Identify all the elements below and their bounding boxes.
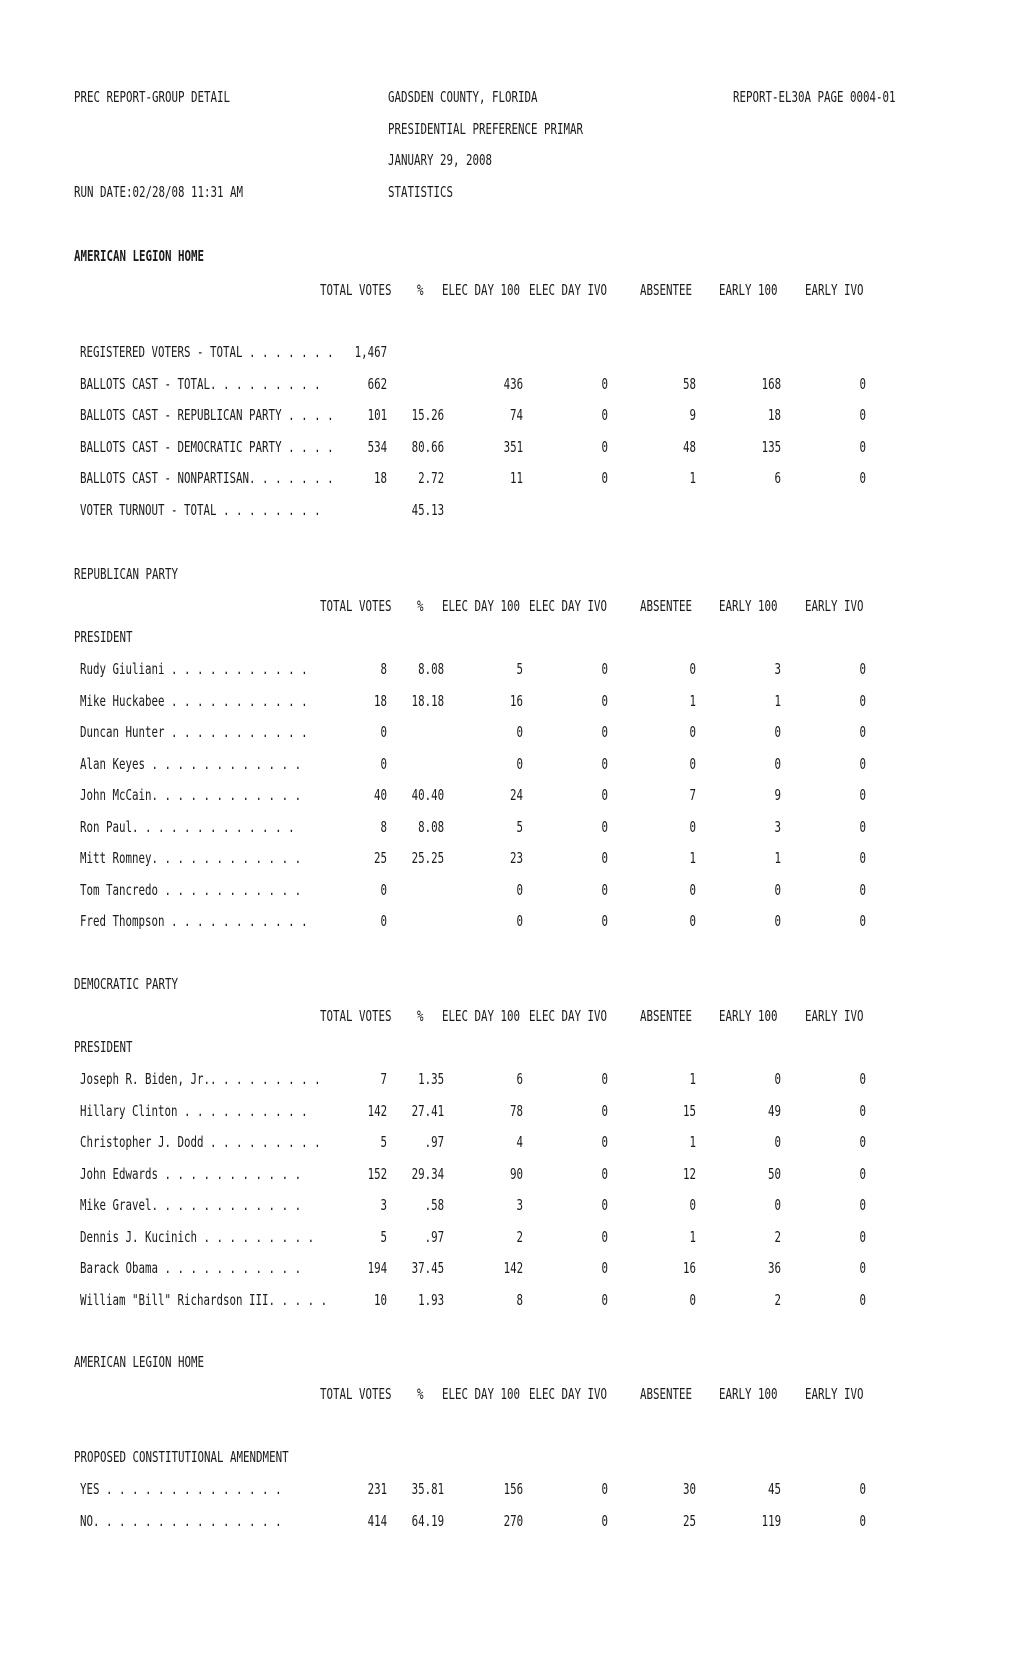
total-votes-cell: 5 (380, 1228, 387, 1246)
percent-cell: 37.45 (411, 1259, 444, 1277)
column-header: ELEC DAY IVO (529, 1007, 608, 1025)
elec-day-100-cell: 0 (516, 723, 523, 741)
section-title: REPUBLICAN PARTY (74, 565, 179, 583)
early-100-cell: 3 (774, 660, 781, 678)
elec-day-ivo-cell: 0 (601, 1196, 608, 1214)
early-100-cell: 0 (774, 912, 781, 930)
percent-cell: 1.93 (417, 1291, 444, 1309)
elec-day-ivo-cell: 0 (601, 375, 608, 393)
total-votes-cell: 101 (367, 406, 387, 424)
elec-day-ivo-cell: 0 (601, 1102, 608, 1120)
absentee-cell: 58 (682, 375, 696, 393)
column-header: % (417, 1385, 424, 1403)
elec-day-100-cell: 142 (503, 1259, 523, 1277)
percent-cell: 8.08 (417, 818, 444, 836)
row-label: BALLOTS CAST - NONPARTISAN. . . . . . . (80, 469, 334, 487)
elec-day-ivo-cell: 0 (601, 755, 608, 773)
row-label: BALLOTS CAST - REPUBLICAN PARTY . . . . (80, 406, 334, 424)
early-ivo-cell: 0 (859, 1291, 866, 1309)
early-100-cell: 168 (761, 375, 781, 393)
elec-day-ivo-cell: 0 (601, 1291, 608, 1309)
elec-day-100-cell: 11 (509, 469, 523, 487)
absentee-cell: 0 (689, 723, 696, 741)
statistics-label: STATISTICS (388, 183, 454, 201)
early-100-cell: 45 (767, 1480, 781, 1498)
column-header: % (417, 1007, 424, 1025)
absentee-cell: 1 (689, 1070, 696, 1088)
elec-day-100-cell: 2 (516, 1228, 523, 1246)
row-label: YES . . . . . . . . . . . . . . (80, 1480, 282, 1498)
column-header: % (417, 281, 424, 299)
early-ivo-cell: 0 (859, 723, 866, 741)
elec-day-100-cell: 16 (509, 692, 523, 710)
column-header: EARLY IVO (805, 597, 864, 615)
absentee-cell: 12 (682, 1165, 696, 1183)
elec-day-100-cell: 270 (503, 1512, 523, 1530)
elec-day-100-cell: 74 (509, 406, 523, 424)
absentee-cell: 7 (689, 786, 696, 804)
early-ivo-cell: 0 (859, 1480, 866, 1498)
percent-cell: 15.26 (411, 406, 444, 424)
percent-cell: .97 (424, 1228, 444, 1246)
absentee-cell: 1 (689, 692, 696, 710)
column-header: TOTAL VOTES (320, 597, 392, 615)
absentee-cell: 0 (689, 1196, 696, 1214)
elec-day-100-cell: 90 (509, 1165, 523, 1183)
section-title: DEMOCRATIC PARTY (74, 975, 179, 993)
early-ivo-cell: 0 (859, 1512, 866, 1530)
column-header: EARLY IVO (805, 1385, 864, 1403)
early-ivo-cell: 0 (859, 1133, 866, 1151)
absentee-cell: 15 (682, 1102, 696, 1120)
elec-day-100-cell: 6 (516, 1070, 523, 1088)
early-ivo-cell: 0 (859, 881, 866, 899)
absentee-cell: 1 (689, 1228, 696, 1246)
elec-day-ivo-cell: 0 (601, 438, 608, 456)
early-ivo-cell: 0 (859, 692, 866, 710)
early-ivo-cell: 0 (859, 660, 866, 678)
percent-cell: .58 (424, 1196, 444, 1214)
early-ivo-cell: 0 (859, 1070, 866, 1088)
early-100-cell: 0 (774, 881, 781, 899)
elec-day-ivo-cell: 0 (601, 723, 608, 741)
elec-day-ivo-cell: 0 (601, 1133, 608, 1151)
column-header: ELEC DAY IVO (529, 281, 608, 299)
column-header: ABSENTEE (640, 1385, 693, 1403)
early-ivo-cell: 0 (859, 1228, 866, 1246)
absentee-cell: 0 (689, 1291, 696, 1309)
row-label: Christopher J. Dodd . . . . . . . . . (80, 1133, 321, 1151)
row-label: Mike Huckabee . . . . . . . . . . . (80, 692, 308, 710)
total-votes-cell: 10 (373, 1291, 387, 1309)
total-votes-cell: 0 (380, 755, 387, 773)
absentee-cell: 0 (689, 755, 696, 773)
elec-day-ivo-cell: 0 (601, 1259, 608, 1277)
absentee-cell: 0 (689, 818, 696, 836)
early-100-cell: 2 (774, 1228, 781, 1246)
column-header: ABSENTEE (640, 281, 693, 299)
row-label: REGISTERED VOTERS - TOTAL . . . . . . . (80, 343, 334, 361)
percent-cell: 1.35 (417, 1070, 444, 1088)
percent-cell: 2.72 (417, 469, 444, 487)
early-ivo-cell: 0 (859, 1196, 866, 1214)
absentee-cell: 0 (689, 660, 696, 678)
column-header: EARLY 100 (719, 281, 778, 299)
row-label: Mitt Romney. . . . . . . . . . . . (80, 849, 302, 867)
total-votes-cell: 40 (373, 786, 387, 804)
elec-day-100-cell: 0 (516, 755, 523, 773)
row-label: Tom Tancredo . . . . . . . . . . . (80, 881, 302, 899)
row-label: Hillary Clinton . . . . . . . . . . (80, 1102, 308, 1120)
elec-day-ivo-cell: 0 (601, 818, 608, 836)
elec-day-100-cell: 4 (516, 1133, 523, 1151)
column-header: TOTAL VOTES (320, 281, 392, 299)
early-ivo-cell: 0 (859, 849, 866, 867)
elec-day-100-cell: 156 (503, 1480, 523, 1498)
early-100-cell: 2 (774, 1291, 781, 1309)
total-votes-cell: 18 (373, 469, 387, 487)
total-votes-cell: 8 (380, 818, 387, 836)
absentee-cell: 25 (682, 1512, 696, 1530)
early-ivo-cell: 0 (859, 1165, 866, 1183)
row-label: BALLOTS CAST - DEMOCRATIC PARTY . . . . (80, 438, 334, 456)
elec-day-100-cell: 0 (516, 881, 523, 899)
early-ivo-cell: 0 (859, 786, 866, 804)
absentee-cell: 9 (689, 406, 696, 424)
percent-cell: 40.40 (411, 786, 444, 804)
early-100-cell: 0 (774, 723, 781, 741)
early-100-cell: 1 (774, 849, 781, 867)
absentee-cell: 16 (682, 1259, 696, 1277)
row-label: Dennis J. Kucinich . . . . . . . . . (80, 1228, 315, 1246)
column-header: TOTAL VOTES (320, 1007, 392, 1025)
percent-cell: 8.08 (417, 660, 444, 678)
elec-day-100-cell: 5 (516, 818, 523, 836)
elec-day-100-cell: 24 (509, 786, 523, 804)
elec-day-ivo-cell: 0 (601, 1228, 608, 1246)
row-label: John Edwards . . . . . . . . . . . (80, 1165, 302, 1183)
total-votes-cell: 3 (380, 1196, 387, 1214)
column-header: EARLY 100 (719, 1007, 778, 1025)
row-label: Alan Keyes . . . . . . . . . . . . (80, 755, 302, 773)
elec-day-ivo-cell: 0 (601, 406, 608, 424)
total-votes-cell: 142 (367, 1102, 387, 1120)
section-title: AMERICAN LEGION HOME (74, 247, 205, 265)
total-votes-cell: 0 (380, 912, 387, 930)
total-votes-cell: 414 (367, 1512, 387, 1530)
percent-cell: 45.13 (411, 501, 444, 519)
elec-day-100-cell: 23 (509, 849, 523, 867)
elec-day-ivo-cell: 0 (601, 1165, 608, 1183)
total-votes-cell: 1,467 (354, 343, 387, 361)
section-subtitle: PROPOSED CONSTITUTIONAL AMENDMENT (74, 1448, 289, 1466)
early-ivo-cell: 0 (859, 755, 866, 773)
total-votes-cell: 5 (380, 1133, 387, 1151)
section-subtitle: PRESIDENT (74, 628, 133, 646)
section-subtitle: PRESIDENT (74, 1038, 133, 1056)
section-title: AMERICAN LEGION HOME (74, 1353, 205, 1371)
percent-cell: 25.25 (411, 849, 444, 867)
column-header: EARLY 100 (719, 597, 778, 615)
early-100-cell: 49 (767, 1102, 781, 1120)
column-header: ABSENTEE (640, 1007, 693, 1025)
early-ivo-cell: 0 (859, 1102, 866, 1120)
total-votes-cell: 152 (367, 1165, 387, 1183)
early-100-cell: 36 (767, 1259, 781, 1277)
column-header: EARLY IVO (805, 1007, 864, 1025)
column-header: ELEC DAY IVO (529, 597, 608, 615)
percent-cell: 64.19 (411, 1512, 444, 1530)
total-votes-cell: 534 (367, 438, 387, 456)
elec-day-100-cell: 8 (516, 1291, 523, 1309)
column-header: ELEC DAY 100 (442, 281, 521, 299)
row-label: Fred Thompson . . . . . . . . . . . (80, 912, 308, 930)
elec-day-ivo-cell: 0 (601, 881, 608, 899)
elec-day-100-cell: 0 (516, 912, 523, 930)
column-header: TOTAL VOTES (320, 1385, 392, 1403)
early-100-cell: 0 (774, 1070, 781, 1088)
row-label: Ron Paul. . . . . . . . . . . . . (80, 818, 295, 836)
election-name: PRESIDENTIAL PREFERENCE PRIMAR (388, 120, 584, 138)
column-header: ABSENTEE (640, 597, 693, 615)
row-label: Duncan Hunter . . . . . . . . . . . (80, 723, 308, 741)
absentee-cell: 1 (689, 1133, 696, 1151)
total-votes-cell: 231 (367, 1480, 387, 1498)
column-header: EARLY IVO (805, 281, 864, 299)
elec-day-100-cell: 3 (516, 1196, 523, 1214)
total-votes-cell: 662 (367, 375, 387, 393)
percent-cell: 35.81 (411, 1480, 444, 1498)
absentee-cell: 1 (689, 469, 696, 487)
early-ivo-cell: 0 (859, 912, 866, 930)
row-label: John McCain. . . . . . . . . . . . (80, 786, 302, 804)
percent-cell: 18.18 (411, 692, 444, 710)
early-ivo-cell: 0 (859, 469, 866, 487)
elec-day-ivo-cell: 0 (601, 786, 608, 804)
early-100-cell: 18 (767, 406, 781, 424)
elec-day-100-cell: 78 (509, 1102, 523, 1120)
elec-day-ivo-cell: 0 (601, 660, 608, 678)
absentee-cell: 0 (689, 912, 696, 930)
column-header: ELEC DAY 100 (442, 1385, 521, 1403)
column-header: % (417, 597, 424, 615)
column-header: EARLY 100 (719, 1385, 778, 1403)
early-100-cell: 9 (774, 786, 781, 804)
run-date: RUN DATE:02/28/08 11:31 AM (74, 183, 244, 201)
election-date: JANUARY 29, 2008 (388, 151, 493, 169)
total-votes-cell: 18 (373, 692, 387, 710)
elec-day-100-cell: 436 (503, 375, 523, 393)
row-label: VOTER TURNOUT - TOTAL . . . . . . . . (80, 501, 321, 519)
early-100-cell: 0 (774, 1133, 781, 1151)
elec-day-ivo-cell: 0 (601, 1070, 608, 1088)
elec-day-ivo-cell: 0 (601, 912, 608, 930)
row-label: Rudy Giuliani . . . . . . . . . . . (80, 660, 308, 678)
elec-day-ivo-cell: 0 (601, 849, 608, 867)
early-100-cell: 3 (774, 818, 781, 836)
row-label: Barack Obama . . . . . . . . . . . (80, 1259, 302, 1277)
row-label: NO. . . . . . . . . . . . . . . (80, 1512, 282, 1530)
column-header: ELEC DAY 100 (442, 1007, 521, 1025)
early-100-cell: 1 (774, 692, 781, 710)
early-100-cell: 0 (774, 755, 781, 773)
percent-cell: 80.66 (411, 438, 444, 456)
column-header: ELEC DAY IVO (529, 1385, 608, 1403)
county-name: GADSDEN COUNTY, FLORIDA (388, 88, 538, 106)
row-label: Mike Gravel. . . . . . . . . . . . (80, 1196, 302, 1214)
column-header: ELEC DAY 100 (442, 597, 521, 615)
total-votes-cell: 0 (380, 723, 387, 741)
early-ivo-cell: 0 (859, 406, 866, 424)
elec-day-100-cell: 351 (503, 438, 523, 456)
absentee-cell: 48 (682, 438, 696, 456)
total-votes-cell: 194 (367, 1259, 387, 1277)
total-votes-cell: 7 (380, 1070, 387, 1088)
report-id: REPORT-EL30A PAGE 0004-01 (733, 88, 896, 106)
elec-day-ivo-cell: 0 (601, 1512, 608, 1530)
percent-cell: 29.34 (411, 1165, 444, 1183)
elec-day-ivo-cell: 0 (601, 469, 608, 487)
early-100-cell: 119 (761, 1512, 781, 1530)
absentee-cell: 0 (689, 881, 696, 899)
total-votes-cell: 25 (373, 849, 387, 867)
early-100-cell: 135 (761, 438, 781, 456)
percent-cell: 27.41 (411, 1102, 444, 1120)
early-100-cell: 0 (774, 1196, 781, 1214)
absentee-cell: 30 (682, 1480, 696, 1498)
row-label: William "Bill" Richardson III. . . . . (80, 1291, 328, 1309)
elec-day-ivo-cell: 0 (601, 1480, 608, 1498)
row-label: Joseph R. Biden, Jr.. . . . . . . . . (80, 1070, 321, 1088)
early-ivo-cell: 0 (859, 375, 866, 393)
row-label: BALLOTS CAST - TOTAL. . . . . . . . . (80, 375, 321, 393)
report-group-title: PREC REPORT-GROUP DETAIL (74, 88, 231, 106)
elec-day-ivo-cell: 0 (601, 692, 608, 710)
early-ivo-cell: 0 (859, 438, 866, 456)
total-votes-cell: 8 (380, 660, 387, 678)
total-votes-cell: 0 (380, 881, 387, 899)
elec-day-100-cell: 5 (516, 660, 523, 678)
early-ivo-cell: 0 (859, 818, 866, 836)
early-100-cell: 50 (767, 1165, 781, 1183)
absentee-cell: 1 (689, 849, 696, 867)
percent-cell: .97 (424, 1133, 444, 1151)
early-ivo-cell: 0 (859, 1259, 866, 1277)
early-100-cell: 6 (774, 469, 781, 487)
